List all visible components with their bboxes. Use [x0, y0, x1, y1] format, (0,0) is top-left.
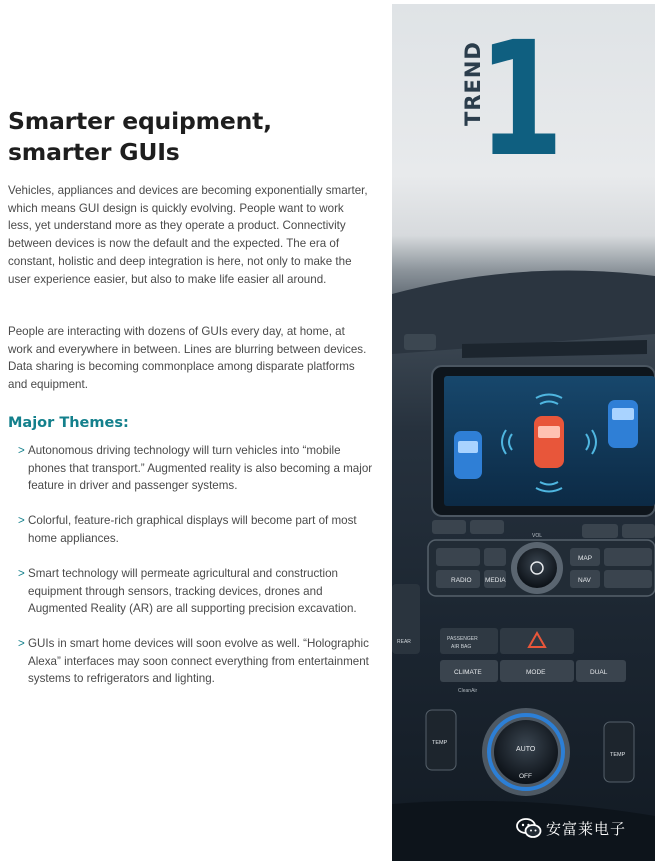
- trend-label: TREND: [461, 41, 485, 126]
- theme-text: Colorful, feature-rich graphical displays will become part of most home appliances.: [28, 514, 357, 545]
- car-left-icon: [454, 431, 482, 479]
- back-button: [470, 520, 504, 534]
- mute-button: [582, 524, 618, 538]
- enter-button: [604, 570, 652, 588]
- volume-knob: [517, 548, 557, 588]
- theme-text: Autonomous driving technology will turn vehicles into “mobile phones that transport.” Augmented reality is also becoming a major feature in driver and passenger systems.: [28, 444, 373, 493]
- off-label: OFF: [519, 773, 532, 780]
- cleanair-label: CleanAir: [458, 688, 478, 694]
- airbag-label: AIR BAG: [451, 644, 472, 650]
- car-center-icon: [534, 416, 564, 468]
- info-button: [622, 524, 655, 538]
- vol-label: VOL: [532, 533, 543, 539]
- intro-paragraph: Vehicles, appliances and devices are becoming exponentially smarter, which means GUI design is quickly evolving. People want to work less, yet understand more as they operate a product. Connectivity between devices is now the default and the expected. The era of constant, holistic and deep integration is here, not only to make the user experience easier, but also to make life easier all around.: [8, 184, 368, 286]
- radio-label: RADIO: [451, 577, 472, 584]
- theme-item: [18, 512, 373, 547]
- hazard-vent: [404, 334, 436, 350]
- temp-right-label: TEMP: [610, 752, 626, 758]
- rear-label: REAR: [397, 639, 411, 645]
- bullet-arrow-icon: >: [18, 567, 25, 580]
- page-title: [8, 106, 378, 168]
- title-line-2: smarter GUIs: [8, 138, 180, 166]
- dual-label: DUAL: [590, 669, 608, 676]
- theme-item: [18, 635, 373, 688]
- wechat-icon: [516, 817, 542, 839]
- bullet-arrow-icon: >: [18, 514, 25, 527]
- car-right-icon: [608, 400, 638, 448]
- temp-left-label: TEMP: [432, 740, 448, 746]
- preset-button: [484, 548, 506, 566]
- trend-number: 1: [478, 8, 564, 192]
- tune-button: [604, 548, 652, 566]
- title-line-1: Smarter equipment,: [8, 107, 272, 135]
- auto-label: AUTO: [516, 746, 536, 753]
- second-paragraph: People are interacting with dozens of GUIs every day, at home, at work and everywhere in between. Lines are blurring between devices. Data sharing is becoming commonplace among disparate platforms and equipment.: [8, 325, 367, 392]
- media-label: MEDIA: [485, 577, 506, 584]
- theme-text: GUIs in smart home devices will soon evolve as well. “Holographic Alexa” interfaces may soon connect everything from entertainment systems to refrigerators and lighting.: [28, 637, 369, 686]
- nav-label: NAV: [578, 577, 591, 584]
- seek-buttons: [436, 548, 480, 566]
- theme-item: [18, 565, 373, 618]
- climate-label: CLIMATE: [454, 669, 482, 676]
- bullet-arrow-icon: >: [18, 637, 25, 650]
- bullet-arrow-icon: >: [18, 444, 25, 457]
- mode-label: MODE: [526, 669, 546, 676]
- watermark-text: 安富莱电子: [546, 820, 627, 838]
- map-label: MAP: [578, 555, 593, 562]
- theme-text: Smart technology will permeate agricultural and construction equipment through sensors, tracking devices, drones and Augmented Reality (AR) are all supporting precision excavation.: [28, 567, 357, 616]
- themes-heading: Major Themes:: [8, 415, 129, 431]
- passenger-label: PASSENGER: [447, 636, 478, 642]
- phone-button: [432, 520, 466, 534]
- theme-item: [18, 442, 373, 495]
